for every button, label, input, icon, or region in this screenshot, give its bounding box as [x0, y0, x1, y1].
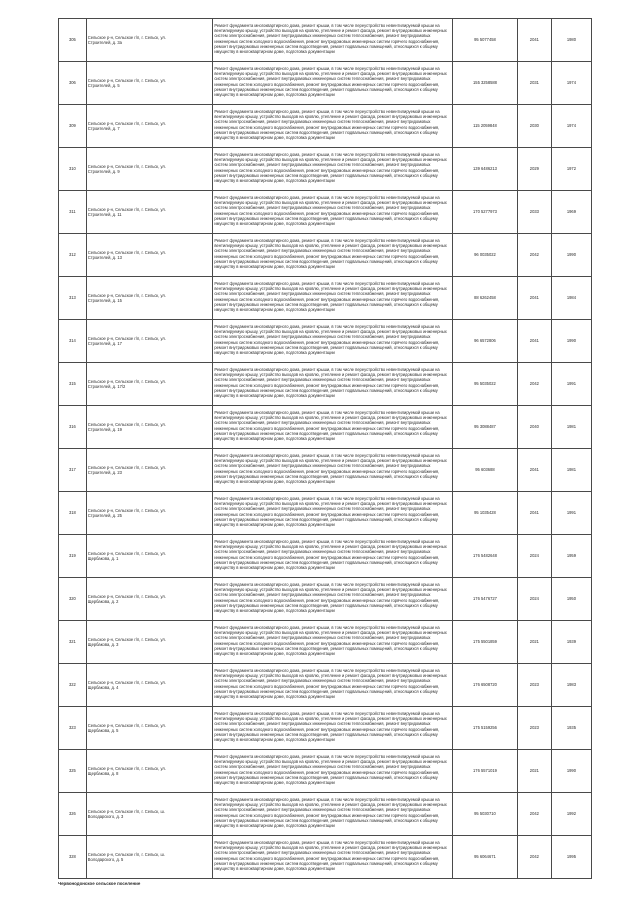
row-work-list [213, 277, 453, 320]
address-line-1: Сельское р-н, Сельское г/п, г. Сельск, ул. [87, 77, 166, 83]
address-line-2: Строителей, д. 7 [87, 126, 120, 131]
row-planned-year: 2042 [517, 836, 551, 879]
row-address [86, 578, 213, 621]
row-work-list [213, 363, 453, 406]
row-planned-year: 2041 [517, 19, 551, 62]
row-number: 314 [59, 320, 87, 363]
row-number: 316 [59, 406, 87, 449]
row-number: 315 [59, 363, 87, 406]
table-row [59, 191, 592, 234]
row-planned-year: 2029 [517, 148, 551, 191]
row-address [86, 750, 213, 793]
row-address [86, 320, 213, 363]
row-work-list [213, 191, 453, 234]
address-line-2: Строителей, д. 25 [87, 513, 122, 518]
row-cost: 95 603688 [453, 449, 518, 492]
row-address [86, 277, 213, 320]
address-line-2: Щербакова, д. 5 [87, 728, 119, 733]
row-address [86, 664, 213, 707]
capital-repair-table [58, 18, 592, 879]
row-address [86, 621, 213, 664]
table-row [59, 836, 592, 879]
work-description: Ремонт фундамента многоквартирного дома, ремонт крыши, в том числе переустройство невентилируемой крыши на вентилируемую крышу, устройство выходов на кровлю, утепление и ремонт фасада, ремонт внутридомовых инженерных систем электроснабжения, ремонт внутридомовых инженерных систем теплоснабжения, ремонт внутридомовых инженерных систем холодного водоснабжения, ремонт внутридомовых инженерных систем горячего водоснабжения, ремонт внутридомовых инженерных систем водоотведения, ремонт подвальных помещений, относящихся к общему имуществу в многоквартирном доме, подготовка документации [214, 582, 447, 614]
row-number: 312 [59, 234, 87, 277]
work-description: Ремонт фундамента многоквартирного дома, ремонт крыши, в том числе переустройство невентилируемой крыши на вентилируемую крышу, устройство выходов на кровлю, утепление и ремонт фасада, ремонт внутридомовых инженерных систем электроснабжения, ремонт внутридомовых инженерных систем теплоснабжения, ремонт внутридомовых инженерных систем холодного водоснабжения, ремонт внутридомовых инженерных систем горячего водоснабжения, ремонт внутридомовых инженерных систем водоотведения, ремонт подвальных помещений, относящихся к общему имуществу в многоквартирном доме, подготовка документации [214, 281, 447, 313]
address-line-2: Володарского, д. 3 [87, 814, 124, 819]
address-line-1: Сельское р-н, Сельское г/п, г. Сельск, ул. [87, 378, 166, 384]
address-line-1: Сельское р-н, Сельское г/п, г. Сельск, ул. [87, 34, 166, 40]
work-description: Ремонт фундамента многоквартирного дома, ремонт крыши, в том числе переустройство невентилируемой крыши на вентилируемую крышу, устройство выходов на кровлю, утепление и ремонт фасада, ремонт внутридомовых инженерных систем электроснабжения, ремонт внутридомовых инженерных систем теплоснабжения, ремонт внутридомовых инженерных систем холодного водоснабжения, ремонт внутридомовых инженерных систем горячего водоснабжения, ремонт внутридомовых инженерных систем водоотведения, ремонт подвальных помещений, относящихся к общему имуществу в многоквартирном доме, подготовка документации [214, 840, 447, 872]
row-cost: 175 5501859 [453, 621, 518, 664]
table-row [59, 277, 592, 320]
address-line-1: Сельское р-н, Сельское г/п, г. Сельск, ул. [87, 421, 166, 427]
row-planned-year: 2024 [517, 535, 551, 578]
row-cost: 176 5482648 [453, 535, 518, 578]
table-row [59, 62, 592, 105]
address-line-1: Сельское р-н, Сельское г/п, г. Сельск, ул. [87, 120, 166, 126]
address-line-1: Сельское р-н, Сельское г/п, г. Сельск, ул. [87, 464, 166, 470]
work-description: Ремонт фундамента многоквартирного дома, ремонт крыши, в том числе переустройство невентилируемой крыши на вентилируемую крышу, устройство выходов на кровлю, утепление и ремонт фасада, ремонт внутридомовых инженерных систем электроснабжения, ремонт внутридомовых инженерных систем теплоснабжения, ремонт внутридомовых инженерных систем холодного водоснабжения, ремонт внутридомовых инженерных систем горячего водоснабжения, ремонт внутридомовых инженерных систем водоотведения, ремонт подвальных помещений, относящихся к общему имуществу в многоквартирном доме, подготовка документации [214, 754, 447, 786]
row-number: 311 [59, 191, 87, 234]
row-number: 328 [59, 836, 87, 879]
address-line-2: Щербакова, д. 2 [87, 599, 119, 604]
row-number: 320 [59, 578, 87, 621]
row-work-list [213, 621, 453, 664]
row-cost: 96 0035022 [453, 234, 518, 277]
table-row [59, 234, 592, 277]
table-row [59, 406, 592, 449]
table-row [59, 449, 592, 492]
row-number: 309 [59, 105, 87, 148]
row-cost: 175 5159256 [453, 707, 518, 750]
row-built-year: 1935 [551, 707, 591, 750]
row-built-year: 1984 [551, 277, 591, 320]
work-description: Ремонт фундамента многоквартирного дома, ремонт крыши, в том числе переустройство невентилируемой крыши на вентилируемую крышу, устройство выходов на кровлю, утепление и ремонт фасада, ремонт внутридомовых инженерных систем электроснабжения, ремонт внутридомовых инженерных систем теплоснабжения, ремонт внутридомовых инженерных систем холодного водоснабжения, ремонт внутридомовых инженерных систем горячего водоснабжения, ремонт внутридомовых инженерных систем водоотведения, ремонт подвальных помещений, относящихся к общему имуществу в многоквартирном доме, подготовка документации [214, 797, 447, 829]
address-line-2: Строителей, д. 11 [87, 212, 122, 217]
work-description: Ремонт фундамента многоквартирного дома, ремонт крыши, в том числе переустройство невентилируемой крыши на вентилируемую крышу, устройство выходов на кровлю, утепление и ремонт фасада, ремонт внутридомовых инженерных систем электроснабжения, ремонт внутридомовых инженерных систем теплоснабжения, ремонт внутридомовых инженерных систем холодного водоснабжения, ремонт внутридомовых инженерных систем горячего водоснабжения, ремонт внутридомовых инженерных систем водоотведения, ремонт подвальных помещений, относящихся к общему имуществу в многоквартирном доме, подготовка документации [214, 668, 447, 700]
work-description: Ремонт фундамента многоквартирного дома, ремонт крыши, в том числе переустройство невентилируемой крыши на вентилируемую крышу, устройство выходов на кровлю, утепление и ремонт фасада, ремонт внутридомовых инженерных систем электроснабжения, ремонт внутридомовых инженерных систем теплоснабжения, ремонт внутридомовых инженерных систем холодного водоснабжения, ремонт внутридомовых инженерных систем горячего водоснабжения, ремонт внутридомовых инженерных систем водоотведения, ремонт подвальных помещений, относящихся к общему имуществу в многоквартирном доме, подготовка документации [214, 453, 447, 485]
row-number: 317 [59, 449, 87, 492]
table-row [59, 19, 592, 62]
row-planned-year: 2040 [517, 406, 551, 449]
row-built-year: 1990 [551, 750, 591, 793]
row-address [86, 62, 213, 105]
row-address [86, 836, 213, 879]
row-cost: 95 5077458 [453, 19, 518, 62]
row-built-year: 1972 [551, 148, 591, 191]
row-number: 310 [59, 148, 87, 191]
row-cost: 170 5277973 [453, 191, 518, 234]
row-built-year: 1959 [551, 535, 591, 578]
row-number: 321 [59, 621, 87, 664]
row-planned-year: 2031 [517, 62, 551, 105]
row-cost: 115 2059848 [453, 105, 518, 148]
work-description: Ремонт фундамента многоквартирного дома, ремонт крыши, в том числе переустройство невентилируемой крыши на вентилируемую крышу, устройство выходов на кровлю, утепление и ремонт фасада, ремонт внутридомовых инженерных систем электроснабжения, ремонт внутридомовых инженерных систем теплоснабжения, ремонт внутридомовых инженерных систем холодного водоснабжения, ремонт внутридомовых инженерных систем горячего водоснабжения, ремонт внутридомовых инженерных систем водоотведения, ремонт подвальных помещений, относящихся к общему имуществу в многоквартирном доме, подготовка документации [214, 324, 447, 356]
row-built-year: 1980 [551, 19, 591, 62]
row-work-list [213, 578, 453, 621]
table-row [59, 320, 592, 363]
address-line-2: Строителей, д. 17/2 [87, 384, 126, 389]
row-built-year: 1939 [551, 621, 591, 664]
table-row [59, 148, 592, 191]
row-number: 322 [59, 664, 87, 707]
row-planned-year: 2041 [517, 449, 551, 492]
work-description: Ремонт фундамента многоквартирного дома, ремонт крыши, в том числе переустройство невентилируемой крыши на вентилируемую крышу, устройство выходов на кровлю, утепление и ремонт фасада, ремонт внутридомовых инженерных систем электроснабжения, ремонт внутридомовых инженерных систем теплоснабжения, ремонт внутридомовых инженерных систем холодного водоснабжения, ремонт внутридомовых инженерных систем горячего водоснабжения, ремонт внутридомовых инженерных систем водоотведения, ремонт подвальных помещений, относящихся к общему имуществу в многоквартирном доме, подготовка документации [214, 23, 447, 55]
address-line-2: Володарского, д. 5 [87, 857, 124, 862]
row-planned-year: 2042 [517, 363, 551, 406]
row-cost: 95 5035022 [453, 363, 518, 406]
row-work-list [213, 707, 453, 750]
address-line-2: Строителей, д. 19 [87, 427, 122, 432]
address-line-2: Строителей, д. 13 [87, 255, 122, 260]
address-line-1: Сельское р-н, Сельское г/п, г. Сельск, ул. [87, 163, 166, 169]
row-number: 323 [59, 707, 87, 750]
address-line-1: Сельское р-н, Сельское г/п, г. Сельск, ул. [87, 335, 166, 341]
row-planned-year: 2041 [517, 320, 551, 363]
row-planned-year: 2042 [517, 793, 551, 836]
work-description: Ремонт фундамента многоквартирного дома, ремонт крыши, в том числе переустройство невентилируемой крыши на вентилируемую крышу, устройство выходов на кровлю, утепление и ремонт фасада, ремонт внутридомовых инженерных систем электроснабжения, ремонт внутридомовых инженерных систем теплоснабжения, ремонт внутридомовых инженерных систем холодного водоснабжения, ремонт внутридомовых инженерных систем горячего водоснабжения, ремонт внутридомовых инженерных систем водоотведения, ремонт подвальных помещений, относящихся к общему имуществу в многоквартирном доме, подготовка документации [214, 66, 447, 98]
work-description: Ремонт фундамента многоквартирного дома, ремонт крыши, в том числе переустройство невентилируемой крыши на вентилируемую крышу, устройство выходов на кровлю, утепление и ремонт фасада, ремонт внутридомовых инженерных систем электроснабжения, ремонт внутридомовых инженерных систем теплоснабжения, ремонт внутридомовых инженерных систем холодного водоснабжения, ремонт внутридомовых инженерных систем горячего водоснабжения, ремонт внутридомовых инженерных систем водоотведения, ремонт подвальных помещений, относящихся к общему имуществу в многоквартирном доме, подготовка документации [214, 195, 447, 227]
work-description: Ремонт фундамента многоквартирного дома, ремонт крыши, в том числе переустройство невентилируемой крыши на вентилируемую крышу, устройство выходов на кровлю, утепление и ремонт фасада, ремонт внутридомовых инженерных систем электроснабжения, ремонт внутридомовых инженерных систем теплоснабжения, ремонт внутридомовых инженерных систем холодного водоснабжения, ремонт внутридомовых инженерных систем горячего водоснабжения, ремонт внутридомовых инженерных систем водоотведения, ремонт подвальных помещений, относящихся к общему имуществу в многоквартирном доме, подготовка документации [214, 109, 447, 141]
row-cost: 155 3258588 [453, 62, 518, 105]
row-work-list [213, 535, 453, 578]
address-line-2: Щербакова, д. 4 [87, 685, 119, 690]
table-row [59, 535, 592, 578]
address-line-2: Щербакова, д. 3 [87, 642, 119, 647]
row-cost: 95 6064671 [453, 836, 518, 879]
table-row [59, 793, 592, 836]
row-address [86, 234, 213, 277]
address-line-1: Сельское р-н, Сельское г/п, г. Сельск, ул. [87, 636, 166, 642]
row-built-year: 1991 [551, 363, 591, 406]
row-cost: 176 5476727 [453, 578, 518, 621]
row-cost: 96 6572806 [453, 320, 518, 363]
address-line-1: Сельское р-н, Сельское г/п, г. Сельск, ул. [87, 249, 166, 255]
row-planned-year: 2033 [517, 191, 551, 234]
address-line-1: Сельское р-н, Сельское г/п, г. Сельск, ул. [87, 292, 166, 298]
row-number: 325 [59, 750, 87, 793]
row-address [86, 19, 213, 62]
address-line-2: Строителей, д. 9 [87, 169, 120, 174]
table-row [59, 664, 592, 707]
row-planned-year: 2021 [517, 621, 551, 664]
table-row [59, 750, 592, 793]
row-built-year: 1981 [551, 449, 591, 492]
row-number: 305 [59, 19, 87, 62]
row-cost: 95 1035428 [453, 492, 518, 535]
row-planned-year: 2041 [517, 492, 551, 535]
row-work-list [213, 234, 453, 277]
row-number: 326 [59, 793, 87, 836]
row-number: 319 [59, 535, 87, 578]
address-line-1: Сельское р-н, Сельское г/п, г. Сельск, ш. [87, 851, 165, 857]
row-work-list [213, 836, 453, 879]
table-row [59, 621, 592, 664]
address-line-1: Сельское р-н, Сельское г/п, г. Сельск, ул. [87, 593, 166, 599]
row-address [86, 492, 213, 535]
row-cost: 176 5571019 [453, 750, 518, 793]
row-cost: 95 3088487 [453, 406, 518, 449]
row-cost: 139 6486213 [453, 148, 518, 191]
address-line-1: Сельское р-н, Сельское г/п, г. Сельск, ул. [87, 722, 166, 728]
row-address [86, 707, 213, 750]
row-built-year: 1974 [551, 105, 591, 148]
row-planned-year: 2023 [517, 664, 551, 707]
work-description: Ремонт фундамента многоквартирного дома, ремонт крыши, в том числе переустройство невентилируемой крыши на вентилируемую крышу, устройство выходов на кровлю, утепление и ремонт фасада, ремонт внутридомовых инженерных систем электроснабжения, ремонт внутридомовых инженерных систем теплоснабжения, ремонт внутридомовых инженерных систем холодного водоснабжения, ремонт внутридомовых инженерных систем горячего водоснабжения, ремонт внутридомовых инженерных систем водоотведения, ремонт подвальных помещений, относящихся к общему имуществу в многоквартирном доме, подготовка документации [214, 410, 447, 442]
row-number: 313 [59, 277, 87, 320]
row-planned-year: 2041 [517, 277, 551, 320]
row-planned-year: 2021 [517, 750, 551, 793]
row-work-list [213, 148, 453, 191]
address-line-2: Щербакова, д. 1 [87, 556, 119, 561]
address-line-1: Сельское р-н, Сельское г/п, г. Сельск, ул. [87, 679, 166, 685]
row-work-list [213, 105, 453, 148]
row-work-list [213, 320, 453, 363]
table-body [59, 19, 592, 879]
row-cost: 95 5030710 [453, 793, 518, 836]
row-work-list [213, 664, 453, 707]
address-line-1: Сельское р-н, Сельское г/п, г. Сельск, ул. [87, 550, 166, 556]
row-built-year: 1983 [551, 664, 591, 707]
address-line-1: Сельское р-н, Сельское г/п, г. Сельск, ул. [87, 507, 166, 513]
table-row [59, 707, 592, 750]
row-built-year: 1991 [551, 492, 591, 535]
work-description: Ремонт фундамента многоквартирного дома, ремонт крыши, в том числе переустройство невентилируемой крыши на вентилируемую крышу, устройство выходов на кровлю, утепление и ремонт фасада, ремонт внутридомовых инженерных систем электроснабжения, ремонт внутридомовых инженерных систем теплоснабжения, ремонт внутридомовых инженерных систем холодного водоснабжения, ремонт внутридомовых инженерных систем горячего водоснабжения, ремонт внутридомовых инженерных систем водоотведения, ремонт подвальных помещений, относящихся к общему имуществу в многоквартирном доме, подготовка документации [214, 496, 447, 528]
row-built-year: 1995 [551, 836, 591, 879]
work-description: Ремонт фундамента многоквартирного дома, ремонт крыши, в том числе переустройство невентилируемой крыши на вентилируемую крышу, устройство выходов на кровлю, утепление и ремонт фасада, ремонт внутридомовых инженерных систем электроснабжения, ремонт внутридомовых инженерных систем теплоснабжения, ремонт внутридомовых инженерных систем холодного водоснабжения, ремонт внутридомовых инженерных систем горячего водоснабжения, ремонт внутридомовых инженерных систем водоотведения, ремонт подвальных помещений, относящихся к общему имуществу в многоквартирном доме, подготовка документации [214, 367, 447, 399]
row-address [86, 449, 213, 492]
row-work-list [213, 449, 453, 492]
work-description: Ремонт фундамента многоквартирного дома, ремонт крыши, в том числе переустройство невентилируемой крыши на вентилируемую крышу, устройство выходов на кровлю, утепление и ремонт фасада, ремонт внутридомовых инженерных систем электроснабжения, ремонт внутридомовых инженерных систем теплоснабжения, ремонт внутридомовых инженерных систем холодного водоснабжения, ремонт внутридомовых инженерных систем горячего водоснабжения, ремонт внутридомовых инженерных систем водоотведения, ремонт подвальных помещений, относящихся к общему имуществу в многоквартирном доме, подготовка документации [214, 625, 447, 657]
row-address [86, 105, 213, 148]
row-work-list [213, 19, 453, 62]
row-built-year: 1992 [551, 793, 591, 836]
row-built-year: 1981 [551, 406, 591, 449]
row-planned-year: 2023 [517, 707, 551, 750]
work-description: Ремонт фундамента многоквартирного дома, ремонт крыши, в том числе переустройство невентилируемой крыши на вентилируемую крышу, устройство выходов на кровлю, утепление и ремонт фасада, ремонт внутридомовых инженерных систем электроснабжения, ремонт внутридомовых инженерных систем теплоснабжения, ремонт внутридомовых инженерных систем холодного водоснабжения, ремонт внутридомовых инженерных систем горячего водоснабжения, ремонт внутридомовых инженерных систем водоотведения, ремонт подвальных помещений, относящихся к общему имуществу в многоквартирном доме, подготовка документации [214, 711, 447, 743]
work-description: Ремонт фундамента многоквартирного дома, ремонт крыши, в том числе переустройство невентилируемой крыши на вентилируемую крышу, устройство выходов на кровлю, утепление и ремонт фасада, ремонт внутридомовых инженерных систем электроснабжения, ремонт внутридомовых инженерных систем теплоснабжения, ремонт внутридомовых инженерных систем холодного водоснабжения, ремонт внутридомовых инженерных систем горячего водоснабжения, ремонт внутридомовых инженерных систем водоотведения, ремонт подвальных помещений, относящихся к общему имуществу в многоквартирном доме, подготовка документации [214, 238, 447, 270]
row-address [86, 363, 213, 406]
row-planned-year: 2030 [517, 105, 551, 148]
work-description: Ремонт фундамента многоквартирного дома, ремонт крыши, в том числе переустройство невентилируемой крыши на вентилируемую крышу, устройство выходов на кровлю, утепление и ремонт фасада, ремонт внутридомовых инженерных систем электроснабжения, ремонт внутридомовых инженерных систем теплоснабжения, ремонт внутридомовых инженерных систем холодного водоснабжения, ремонт внутридомовых инженерных систем горячего водоснабжения, ремонт внутридомовых инженерных систем водоотведения, ремонт подвальных помещений, относящихся к общему имуществу в многоквартирном доме, подготовка документации [214, 152, 447, 184]
row-address [86, 793, 213, 836]
row-number: 318 [59, 492, 87, 535]
row-work-list [213, 406, 453, 449]
row-work-list [213, 750, 453, 793]
row-planned-year: 2042 [517, 234, 551, 277]
row-built-year: 1990 [551, 234, 591, 277]
row-built-year: 1974 [551, 62, 591, 105]
address-line-2: Щербакова, д. 8 [87, 771, 119, 776]
address-line-1: Сельское р-н, Сельское г/п, г. Сельск, ул. [87, 765, 166, 771]
address-line-1: Сельское р-н, Сельское г/п, г. Сельск, ул. [87, 206, 166, 212]
settlement-label: Червонодонское сельское поселение [58, 881, 141, 886]
table-row [59, 578, 592, 621]
row-number: 306 [59, 62, 87, 105]
address-line-2: Строителей, д. 23 [87, 470, 122, 475]
address-line-2: Строителей, д. 3а [87, 40, 122, 45]
row-cost: 88 6262458 [453, 277, 518, 320]
row-work-list [213, 793, 453, 836]
work-description: Ремонт фундамента многоквартирного дома, ремонт крыши, в том числе переустройство невентилируемой крыши на вентилируемую крышу, устройство выходов на кровлю, утепление и ремонт фасада, ремонт внутридомовых инженерных систем электроснабжения, ремонт внутридомовых инженерных систем теплоснабжения, ремонт внутридомовых инженерных систем холодного водоснабжения, ремонт внутридомовых инженерных систем горячего водоснабжения, ремонт внутридомовых инженерных систем водоотведения, ремонт подвальных помещений, относящихся к общему имуществу в многоквартирном доме, подготовка документации [214, 539, 447, 571]
table-row [59, 492, 592, 535]
row-planned-year: 2024 [517, 578, 551, 621]
row-address [86, 191, 213, 234]
address-line-2: Строителей, д. 5 [87, 83, 120, 88]
row-built-year: 1969 [551, 191, 591, 234]
table-row [59, 363, 592, 406]
row-address [86, 148, 213, 191]
row-address [86, 406, 213, 449]
row-cost: 176 6508720 [453, 664, 518, 707]
address-line-1: Сельское р-н, Сельское г/п, г. Сельск, ш. [87, 808, 165, 814]
row-work-list [213, 492, 453, 535]
table-row [59, 105, 592, 148]
address-line-2: Строителей, д. 17 [87, 341, 122, 346]
row-address [86, 535, 213, 578]
row-built-year: 1990 [551, 320, 591, 363]
address-line-2: Строителей, д. 15 [87, 298, 122, 303]
row-work-list [213, 62, 453, 105]
row-built-year: 1950 [551, 578, 591, 621]
